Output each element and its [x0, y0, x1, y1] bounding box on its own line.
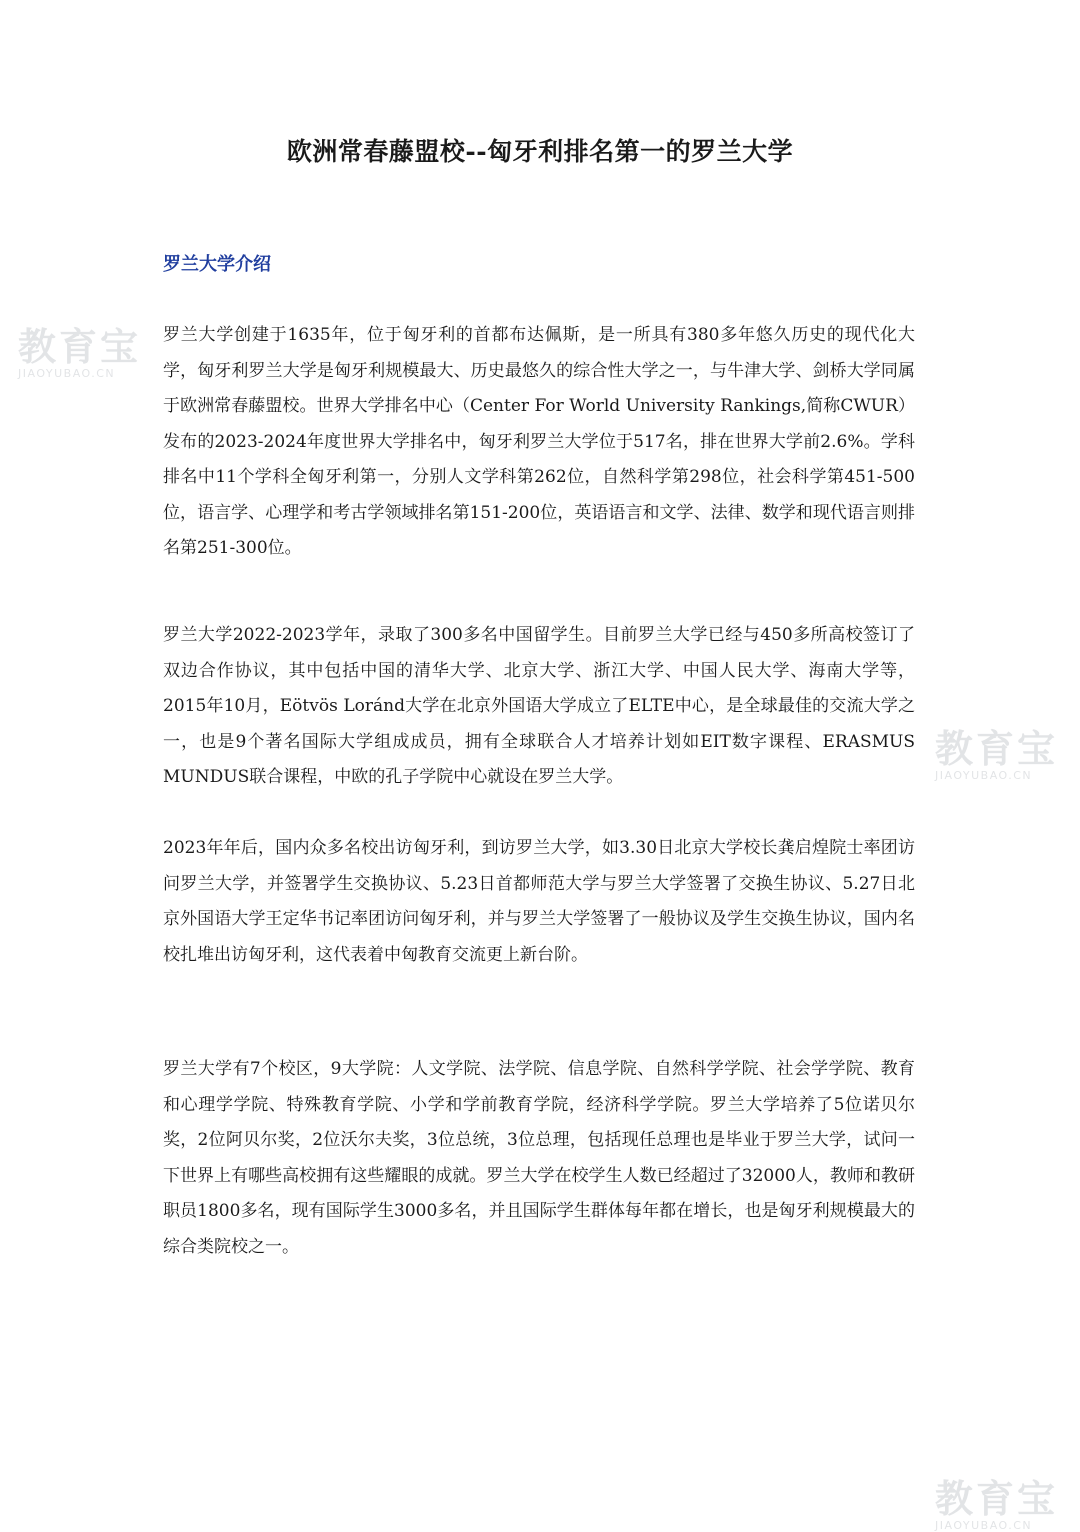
- watermark-logo-text: 教育宝: [18, 325, 142, 369]
- paragraph-chinese-visits: 2023年年后，国内众多名校出访匈牙利，到访罗兰大学，如3.30日北京大学校长龚启煌院士率团访问罗兰大学，并签署学生交换协议、5.23日首都师范大学与罗兰大学签署了交换生协议、5.27日北京外国语大学王定华书记率团访问匈牙利，并与罗兰大学签署了一般协议及学生交换生协议，国内名校扎堆出访匈牙利，这代表着中匈教育交流更上新台阶。: [163, 838, 915, 965]
- section-heading: 罗兰大学介绍: [163, 254, 271, 275]
- watermark-logo: [18, 325, 142, 380]
- watermark-logo: [935, 1477, 1059, 1532]
- watermark-logo: [935, 727, 1059, 782]
- watermark-url: JIAOYUBAO.CN: [935, 769, 1033, 782]
- watermark-logo-text: 教育宝: [935, 727, 1059, 771]
- paragraph-international-cooperation: 罗兰大学2022-2023学年，录取了300多名中国留学生。目前罗兰大学已经与450多所高校签订了双边合作协议，其中包括中国的清华大学、北京大学、浙江大学、中国人民大学、海南大学等，2015年10月，Eötvös Loránd大学在北京外国语大学成立了ELTE中心，是全球最佳的交流大学之一，也是9个著名国际大学组成成员，拥有全球联合人才培养计划如EIT数字课程、ERASMUS MUNDUS联合课程，中欧的孔子学院中心就设在罗兰大学。: [163, 625, 915, 787]
- watermark-logo-text: 教育宝: [935, 1477, 1059, 1521]
- watermark-url: JIAOYUBAO.CN: [18, 367, 116, 380]
- page-title: 欧洲常春藤盟校--匈牙利排名第一的罗兰大学: [286, 137, 794, 166]
- paragraph-campuses-faculties: 罗兰大学有7个校区，9大学院：人文学院、法学院、信息学院、自然科学学院、社会学学院、教育和心理学学院、特殊教育学院、小学和学前教育学院，经济科学学院。罗兰大学培养了5位诺贝尔奖，2位阿贝尔奖，2位沃尔夫奖，3位总统，3位总理，包括现任总理也是毕业于罗兰大学，试问一下世界上有哪些高校拥有这些耀眼的成就。罗兰大学在校学生人数已经超过了32000人，教师和教研职员1800多名，现有国际学生3000多名，并且国际学生群体每年都在增长，也是匈牙利规模最大的综合类院校之一。: [163, 1059, 915, 1257]
- watermark-url: JIAOYUBAO.CN: [935, 1519, 1033, 1532]
- paragraph-history-ranking: 罗兰大学创建于1635年，位于匈牙利的首都布达佩斯，是一所具有380多年悠久历史的现代化大学，匈牙利罗兰大学是匈牙利规模最大、历史最悠久的综合性大学之一，与牛津大学、剑桥大学同属于欧洲常春藤盟校。世界大学排名中心（Center For World University Rankings,简称CWUR）发布的2023-2024年度世界大学排名中，匈牙利罗兰大学位于517名，排在世界大学前2.6%。学科排名中11个学科全匈牙利第一，分别人文学科第262位，自然科学第298位，社会科学第451-500位，语言学、心理学和考古学领域排名第151-200位，英语语言和文学、法律、数学和现代语言则排名第251-300位。: [163, 325, 915, 558]
